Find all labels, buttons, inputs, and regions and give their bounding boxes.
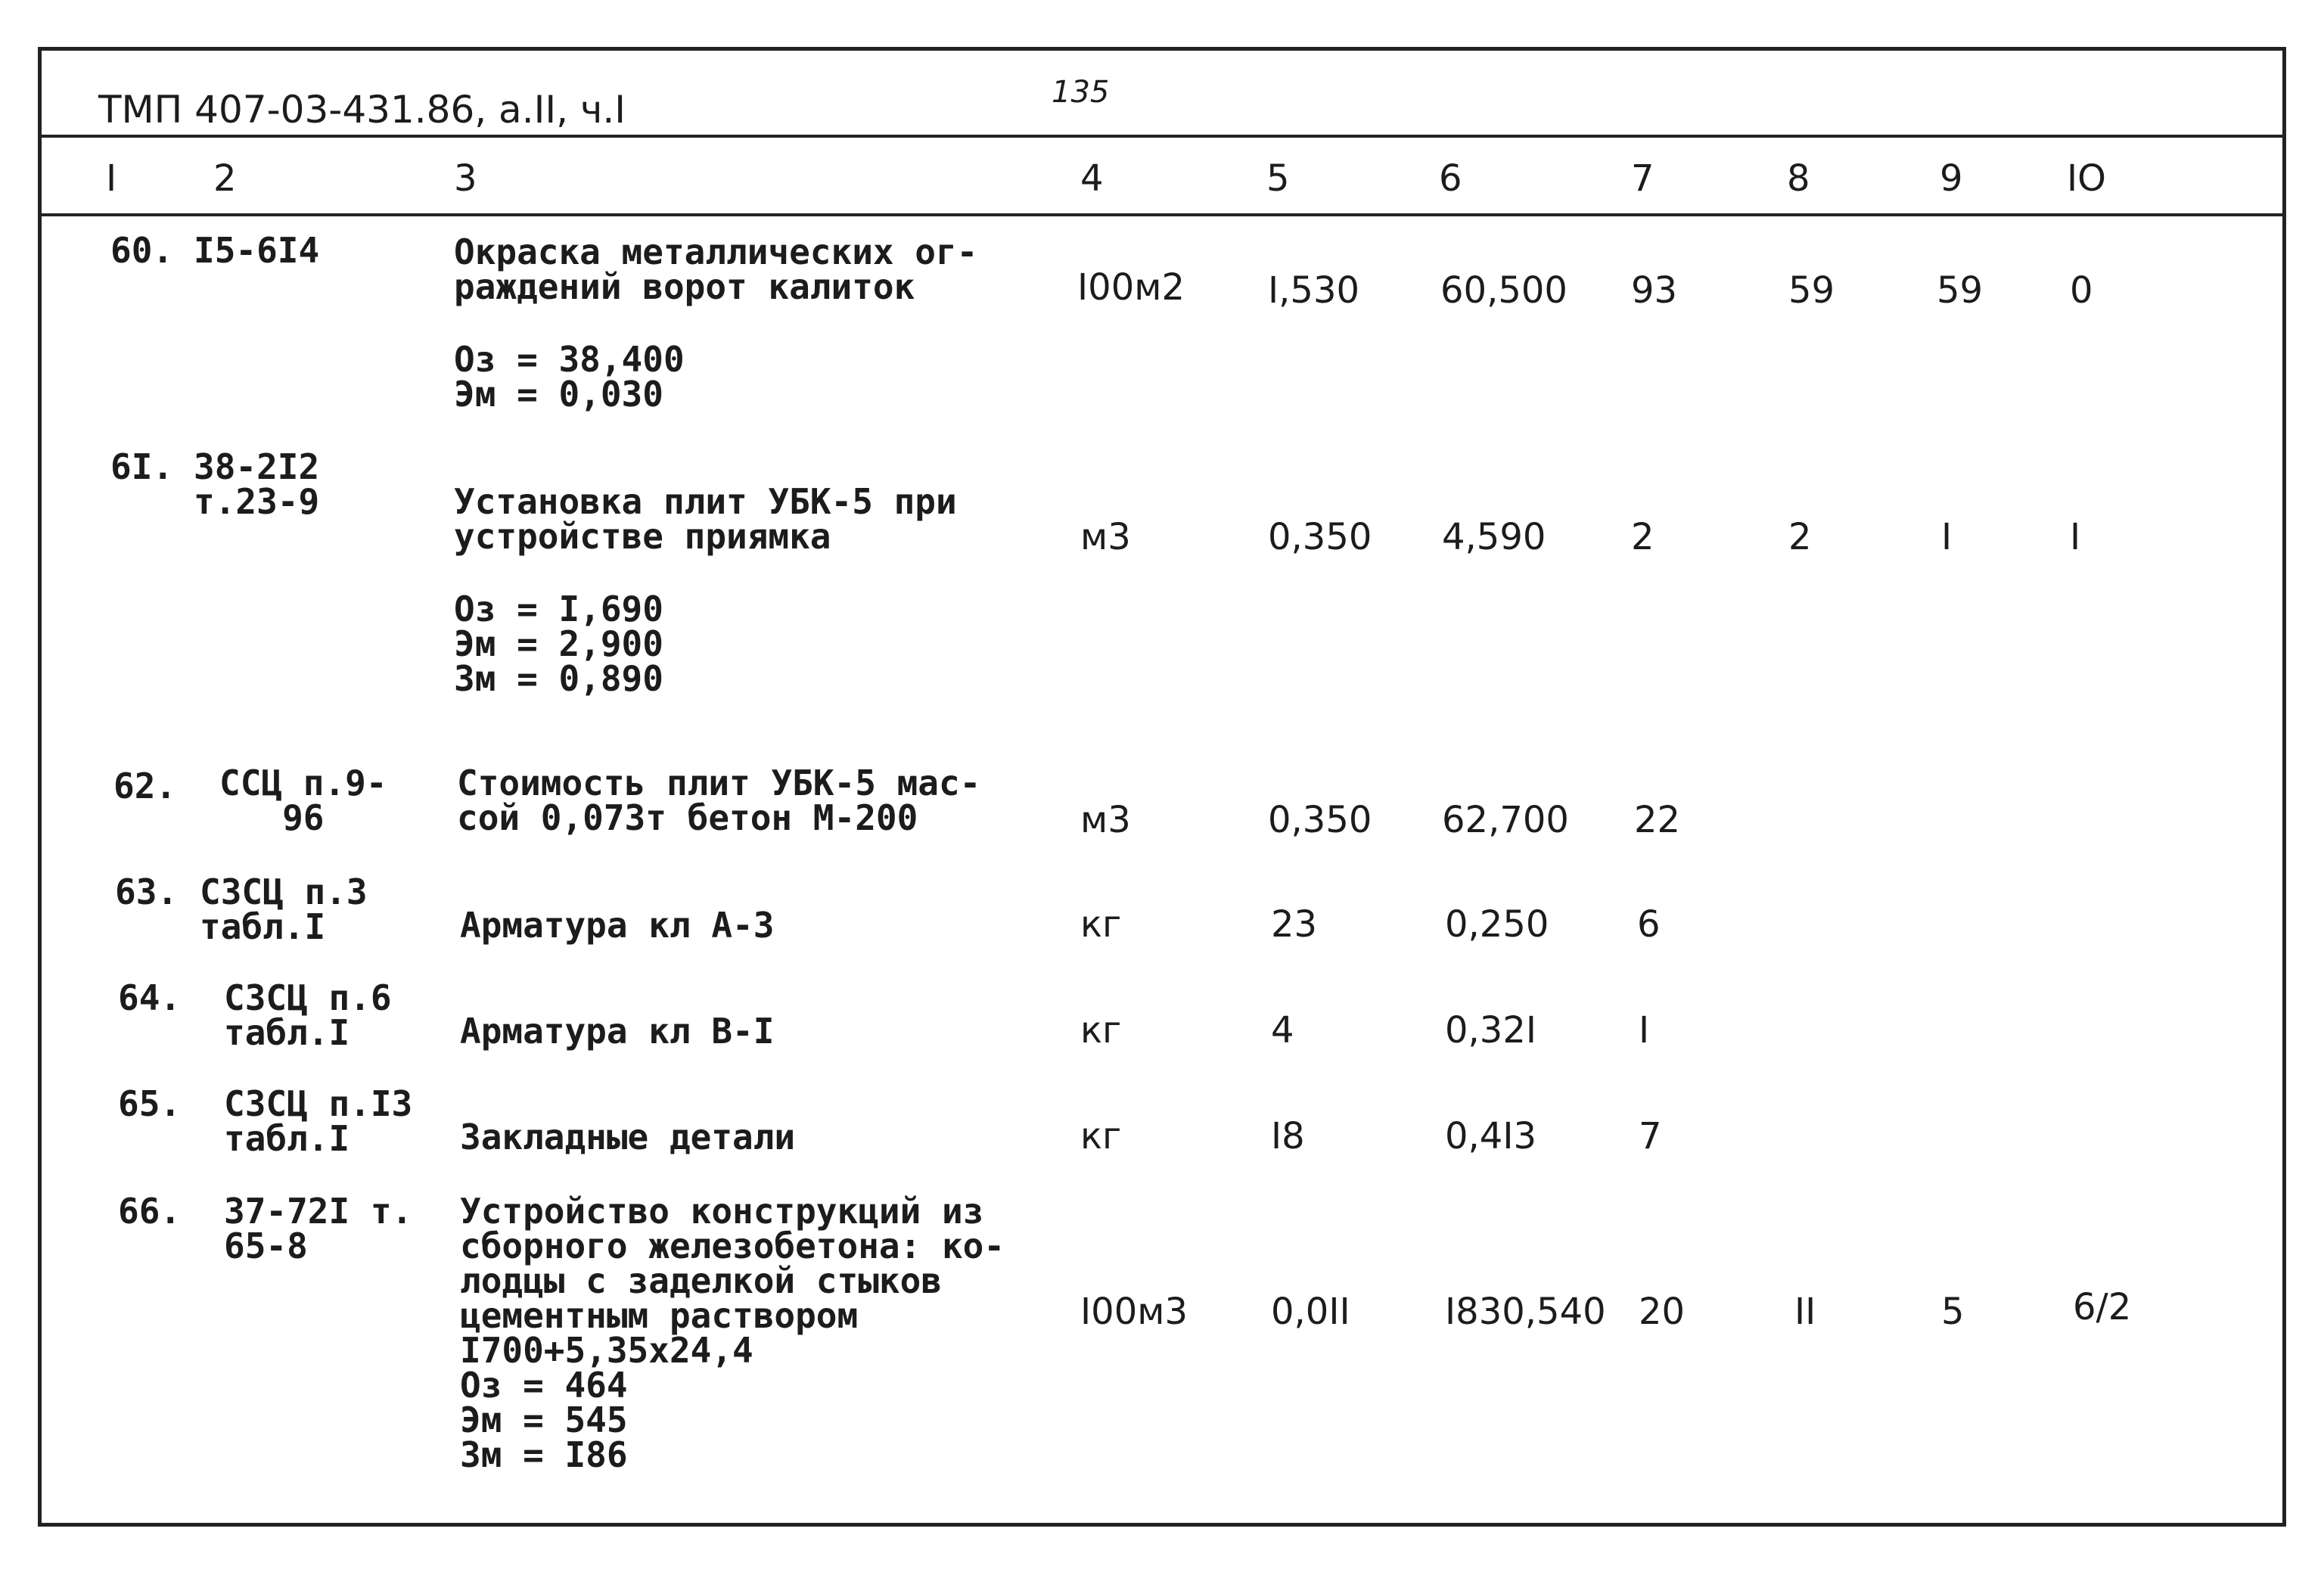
rate-code: 37-72I т. 65-8: [224, 1191, 413, 1266]
unit-cell: м3: [1080, 516, 1131, 558]
unit-cell: кг: [1080, 903, 1122, 946]
quantity-cell: 0,350: [1268, 799, 1372, 841]
quantity-cell: 0,0II: [1271, 1291, 1350, 1333]
column-9-cell: 5: [1941, 1291, 1965, 1333]
unit-price-cell: 60,500: [1440, 269, 1567, 312]
unit-price-cell: 62,700: [1442, 799, 1569, 841]
column-number: 5: [1266, 157, 1290, 200]
column-number: 3: [454, 157, 477, 200]
row-number: 60.: [110, 230, 174, 271]
rate-code: ССЦ п.9- 96: [219, 763, 387, 838]
unit-price-cell: 0,32I: [1445, 1009, 1537, 1052]
work-description: Установка плит УБК-5 при устройстве приямка: [454, 481, 957, 557]
column-10-cell: I: [2070, 516, 2081, 558]
work-description: Стоимость плит УБК-5 мас- сой 0,073т бетон М-200: [457, 763, 981, 838]
row-number: 64.: [118, 977, 182, 1018]
row-number: 63.: [115, 871, 179, 912]
rate-code: СЗСЦ п.3 табл.I: [200, 871, 368, 947]
quantity-cell: I8: [1271, 1115, 1305, 1157]
column-10-cell: 0: [2070, 269, 2093, 312]
column-number: 6: [1439, 157, 1462, 200]
column-number: 8: [1787, 157, 1810, 200]
column-8-cell: 2: [1788, 516, 1812, 558]
unit-price-cell: 0,250: [1445, 903, 1549, 946]
work-description: Устройство конструкций из сборного железобетона: ко- лодцы с заделкой стыков цементным раствором I700+5,35х24,4 Оз = 464 Эм = 545 Зм = I86: [460, 1191, 1005, 1475]
document-code: ТМП 407-03-431.86, а.II, ч.I: [98, 88, 626, 132]
column-8-cell: 59: [1788, 269, 1835, 312]
column-number: 9: [1940, 157, 1963, 200]
column-number: 7: [1631, 157, 1654, 200]
column-7-cell: 6: [1637, 903, 1661, 946]
column-7-cell: 20: [1639, 1291, 1686, 1333]
rate-code: I5-6I4: [194, 230, 320, 271]
column-7-cell: 93: [1631, 269, 1678, 312]
column-number: 2: [213, 157, 237, 200]
quantity-cell: 23: [1271, 903, 1318, 946]
unit-cell: I00м2: [1077, 266, 1185, 309]
column-7-cell: 22: [1634, 799, 1681, 841]
rate-code: СЗСЦ п.I3 табл.I: [224, 1083, 413, 1159]
column-7-cell: 7: [1639, 1115, 1662, 1157]
cost-coefficients: Оз = I,690 Эм = 2,900 Зм = 0,890: [454, 589, 663, 699]
column-7-cell: 2: [1631, 516, 1654, 558]
column-9-cell: I: [1941, 516, 1953, 558]
row-number: 65.: [118, 1083, 182, 1124]
cost-coefficients: Оз = 38,400 Эм = 0,030: [454, 339, 685, 415]
unit-cell: м3: [1080, 799, 1131, 841]
unit-price-cell: 0,4I3: [1445, 1115, 1537, 1157]
unit-cell: кг: [1080, 1115, 1122, 1157]
column-9-cell: 59: [1937, 269, 1984, 312]
unit-cell: I00м3: [1080, 1291, 1188, 1333]
column-number: I: [106, 157, 117, 200]
unit-price-cell: 4,590: [1442, 516, 1546, 558]
column-10-cell: 6/2: [2073, 1286, 2132, 1328]
unit-price-cell: I830,540: [1445, 1291, 1606, 1333]
row-number: 6I.: [110, 446, 174, 487]
rate-code: 38-2I2 т.23-9: [194, 446, 320, 522]
work-description: Закладные детали: [460, 1117, 796, 1157]
work-description: Арматура кл А-3: [460, 905, 775, 946]
page-number: 135: [1052, 75, 1110, 110]
column-7-cell: I: [1639, 1009, 1650, 1052]
column-number: IO: [2067, 157, 2106, 200]
column-header-rule: [38, 213, 2286, 216]
rate-code: СЗСЦ п.6 табл.I: [224, 977, 392, 1053]
quantity-cell: 4: [1271, 1009, 1294, 1052]
row-number: 66.: [118, 1191, 182, 1232]
column-number: 4: [1080, 157, 1104, 200]
column-8-cell: II: [1794, 1291, 1816, 1333]
unit-cell: кг: [1080, 1009, 1122, 1052]
row-number: 62.: [113, 766, 177, 806]
work-description: Арматура кл В-I: [460, 1011, 775, 1052]
header-rule: [38, 135, 2286, 138]
quantity-cell: 0,350: [1268, 516, 1372, 558]
quantity-cell: I,530: [1268, 269, 1360, 312]
work-description: Окраска металлических ог- раждений ворот калиток: [454, 231, 978, 307]
